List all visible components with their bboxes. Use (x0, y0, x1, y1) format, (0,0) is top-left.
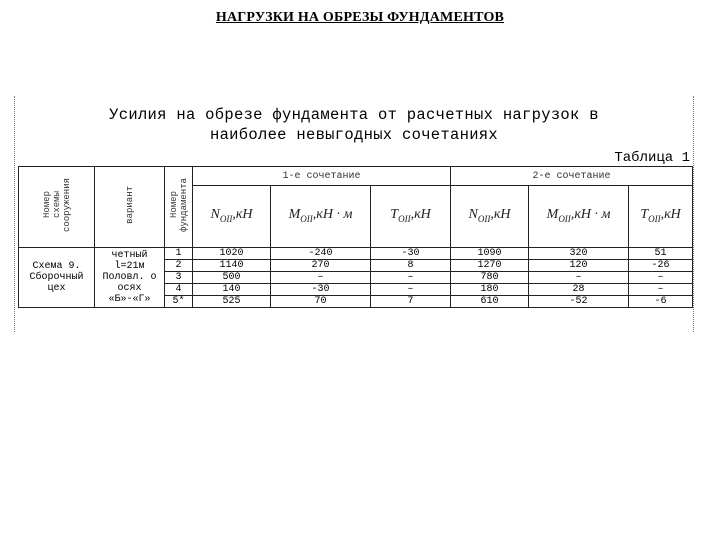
foundation-number: 4 (165, 284, 193, 296)
variant-cell: четный l=21м Половл. о осях «Б»-«Г» (95, 248, 165, 308)
page-title: НАГРУЗКИ НА ОБРЕЗЫ ФУНДАМЕНТОВ (215, 10, 505, 25)
cell-n1: 525 (193, 296, 271, 308)
header-variant-label: вариант (124, 186, 135, 224)
cell-t1: 8 (371, 260, 451, 272)
foundation-number: 2 (165, 260, 193, 272)
cell-n1: 1020 (193, 248, 271, 260)
cell-m2: – (529, 272, 629, 284)
header-foundation-cell (165, 167, 193, 248)
header-scheme-cell (19, 167, 95, 248)
header-scheme-label: Номер схемы сооружения (41, 177, 72, 232)
cell-t1: 7 (371, 296, 451, 308)
header-n1: $N_{OII},кН$ (193, 186, 271, 248)
header-foundation-label: Номер фундамента (168, 177, 189, 232)
header-variant-cell (95, 167, 165, 248)
cell-m1: -240 (271, 248, 371, 260)
cell-n2: 780 (451, 272, 529, 284)
table-row (19, 248, 693, 260)
cell-t2: 51 (629, 248, 693, 260)
cell-t2: -26 (629, 260, 693, 272)
cell-n1: 500 (193, 272, 271, 284)
header-m1: $M_{OII},кН \cdot м$ (271, 186, 371, 248)
cell-n2: 1090 (451, 248, 529, 260)
cell-t2: -6 (629, 296, 693, 308)
scheme-cell: Схема 9. Сборочный цех (19, 248, 95, 308)
cell-m1: -30 (271, 284, 371, 296)
cell-n2: 1270 (451, 260, 529, 272)
header-n2: $N_{OII},кН$ (451, 186, 529, 248)
cell-t1: – (371, 272, 451, 284)
table-heading-line-2: наиболее невыгодных сочетаниях (209, 126, 499, 144)
header-group-2: 2-е сочетание (451, 167, 693, 186)
header-t2: $T_{OII},кН$ (629, 186, 693, 248)
cell-m2: 120 (529, 260, 629, 272)
cell-t1: – (371, 284, 451, 296)
header-t1: $T_{OII},кН$ (371, 186, 451, 248)
cell-m1: 70 (271, 296, 371, 308)
header-m2: $M_{OII},кН \cdot м$ (529, 186, 629, 248)
loads-table (18, 166, 693, 308)
cell-n2: 180 (451, 284, 529, 296)
cell-n1: 140 (193, 284, 271, 296)
table-heading-line-1: Усилия на обрезе фундамента от расчетных нагрузок в (109, 106, 599, 124)
scanned-table-image (14, 96, 694, 332)
cell-m1: – (271, 272, 371, 284)
cell-n2: 610 (451, 296, 529, 308)
table-number: Таблица 1 (614, 150, 690, 166)
cell-t2: – (629, 272, 693, 284)
cell-m1: 270 (271, 260, 371, 272)
foundation-number: 1 (165, 248, 193, 260)
cell-m2: 320 (529, 248, 629, 260)
cell-n1: 1140 (193, 260, 271, 272)
cell-m2: 28 (529, 284, 629, 296)
foundation-number: 5* (165, 296, 193, 308)
foundation-number: 3 (165, 272, 193, 284)
cell-m2: -52 (529, 296, 629, 308)
cell-t2: – (629, 284, 693, 296)
header-group-1: 1-е сочетание (193, 167, 451, 186)
cell-t1: -30 (371, 248, 451, 260)
